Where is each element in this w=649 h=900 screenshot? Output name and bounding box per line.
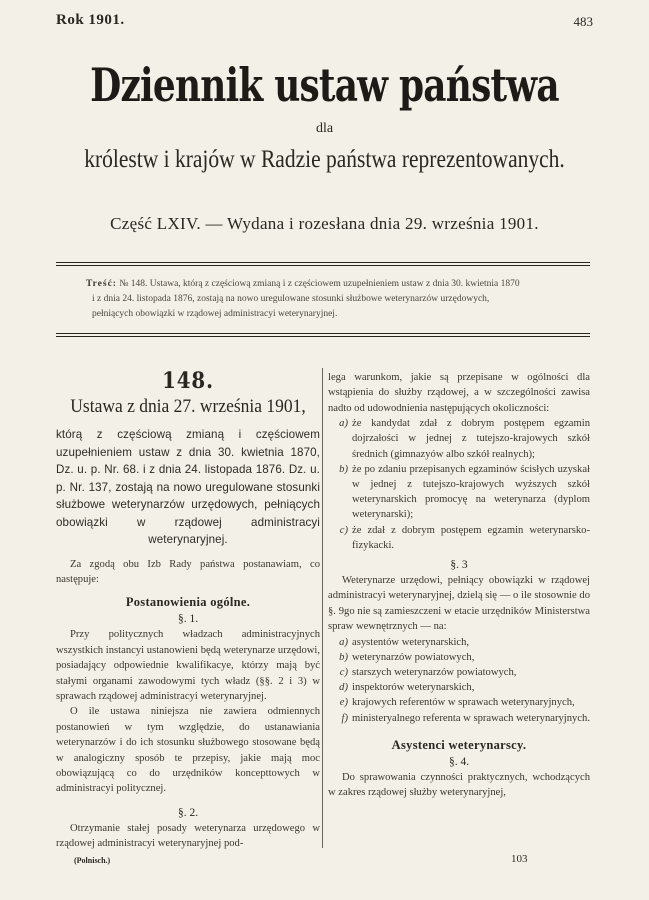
- rank-text: krajowych referentów w sprawach weterynaryjnych,: [352, 697, 575, 709]
- masthead-title: Dziennik ustaw państwa: [90, 58, 559, 112]
- s3-paragraph-1: Weterynarze urzędowi, pełniący obowiązki w rządowej administracyi weterynaryjnej, dzielą się — o ile stosownie do §. 9go nie są zamieszczeni w etacie urzędników Ministerstwa spraw wewnętrznych — na:: [328, 575, 590, 633]
- column-divider: [322, 368, 323, 848]
- rank-item: [328, 680, 590, 695]
- s2-paragraph-1: Otrzymanie stałej posady weterynarza urzędowego w rządowej administracyi weterynaryjnej pod-: [56, 822, 320, 850]
- law-number: 148.: [162, 368, 214, 394]
- rank-marker: b): [339, 651, 348, 663]
- condition-text: że po zdaniu przepisanych egzaminów ścisłych uzyskał w jednej z tutejszo-krajowych wyższych szkół weterynarskich promocyę na weterynarza (dyplom weterynarski);: [352, 463, 590, 521]
- condition-item: [328, 523, 590, 553]
- condition-text: że kandydat zdał z dobrym postępem egzamin dojrzałości w jednej z tutejszo-krajowych szkół średnich (gimnazyów albo szkół realnych);: [352, 418, 590, 460]
- condition-marker: a): [339, 418, 348, 430]
- s2-continuation: lega warunkom, jakie są przepisane w ogólności dla wstąpienia do służby rządowej, a w szczególności zawisa nadto od udowodnienia następujących okoliczności:: [328, 372, 590, 414]
- rank-text: inspektorów weterynarskich,: [352, 682, 475, 694]
- condition-item: [328, 416, 590, 462]
- header-page-number: 483: [573, 14, 593, 29]
- rank-text: ministeryalnego referenta w sprawach weterynaryjnych.: [352, 712, 590, 724]
- toc-entry-text: № 148. Ustawa, którą z częściową zmianą i z częściowem uzupełnieniem ustaw z dnia 30. kwietnia 1870: [119, 279, 520, 289]
- paragraph-mark-4: §. 4.: [448, 755, 470, 768]
- rank-text: asystentów weterynarskich,: [352, 636, 470, 648]
- rank-text: starszych weterynarzów powiatowych,: [352, 667, 517, 679]
- paragraph-mark-2: §. 2.: [177, 806, 199, 819]
- paragraph-mark-1: §. 1.: [177, 613, 199, 626]
- rank-item: [328, 650, 590, 665]
- toc-line: pełniących obowiązki w rządowej administracyi weterynaryjnej.: [92, 309, 338, 319]
- footer-sheet-number: 103: [511, 853, 528, 865]
- s1-paragraph-2: O ile ustawa niniejsza nie zawiera odmiennych postanowień w tym względzie, do ustanawiania weterynarzów i do ich stosunku służbowego stosowane będą w analogiczny sposób te przepisy, jakie mają moc obowiązującą co do urzędników koncepttowych w administracyi politycznej.: [56, 706, 320, 795]
- toc-top-rule: [56, 262, 590, 263]
- s1-paragraph-1: Przy politycznych władzach administracyjnych wszystkich instancyi ustanowieni będą weterynarze urzędowi, posiadający odpowiednie kwalifikacye, którzy mają być stałymi organami zawodowymi tych władz (§§. 2 i 3) w sprawach rządowej administracyi weterynaryjnej.: [56, 629, 320, 702]
- rank-marker: f): [341, 712, 348, 724]
- toc-line: i z dnia 24. listopada 1876, zostają na nowo uregulowane stosunki służbowe weterynarzów urzędowych,: [92, 294, 490, 304]
- rank-item: [328, 711, 590, 726]
- paragraph-mark-3: §. 3: [450, 559, 468, 572]
- condition-text: że zdał z dobrym postępem egzamin weterynarsko-fizykacki.: [352, 524, 590, 551]
- s4-paragraph-1: Do sprawowania czynności praktycznych, wchodzących w zakres rządowej służby weterynaryjnej,: [328, 771, 590, 799]
- section-heading-assistants: Asystenci weterynarscy.: [391, 737, 527, 752]
- rank-marker: d): [339, 682, 348, 694]
- toc-label: Treść:: [86, 279, 117, 289]
- rank-item: [328, 665, 590, 680]
- left-column: [56, 370, 320, 852]
- table-of-contents: [86, 277, 590, 322]
- law-description: którą z częściową zmianą i częściowem uzupełnieniem ustaw z dnia 30. kwietnia 1870, Dz. u. p. Nr. 68. i z dnia 24. listopada 1876. Dz. u. p. Nr. 137, zostają na nowo uregulowane stosunki służbowe weterynarzów urzędowych, pełniących obowiązki w rządowej administracyi weterynaryjnej.: [56, 428, 320, 546]
- rank-marker: e): [339, 697, 348, 709]
- masthead-subtitle: królestw i krajów w Radzie państwa reprezentowanych.: [84, 146, 565, 173]
- law-preamble: Za zgodą obu Izb Rady państwa postanawiam, co następuje:: [56, 558, 320, 585]
- rank-item: [328, 695, 590, 710]
- rank-marker: c): [339, 667, 348, 679]
- condition-marker: b): [339, 463, 348, 475]
- section-heading-general: Postanowienia ogólne.: [125, 595, 251, 610]
- masthead-dla: dla: [315, 121, 334, 136]
- condition-marker: c): [339, 524, 348, 536]
- condition-item: [328, 462, 590, 523]
- issue-line: Część LXIV. — Wydana i rozesłana dnia 29. września 1901.: [110, 214, 539, 233]
- toc-bottom-rule: [56, 333, 590, 334]
- rank-marker: a): [339, 636, 348, 648]
- toc-line: [86, 277, 590, 292]
- rank-item: [328, 635, 590, 650]
- law-title: Ustawa z dnia 27. września 1901,: [70, 396, 306, 417]
- header-year: Rok 1901.: [56, 12, 125, 28]
- right-column: [328, 370, 590, 801]
- rank-text: weterynarzów powiatowych,: [352, 651, 475, 663]
- footer-language-note: (Polnisch.): [74, 856, 111, 865]
